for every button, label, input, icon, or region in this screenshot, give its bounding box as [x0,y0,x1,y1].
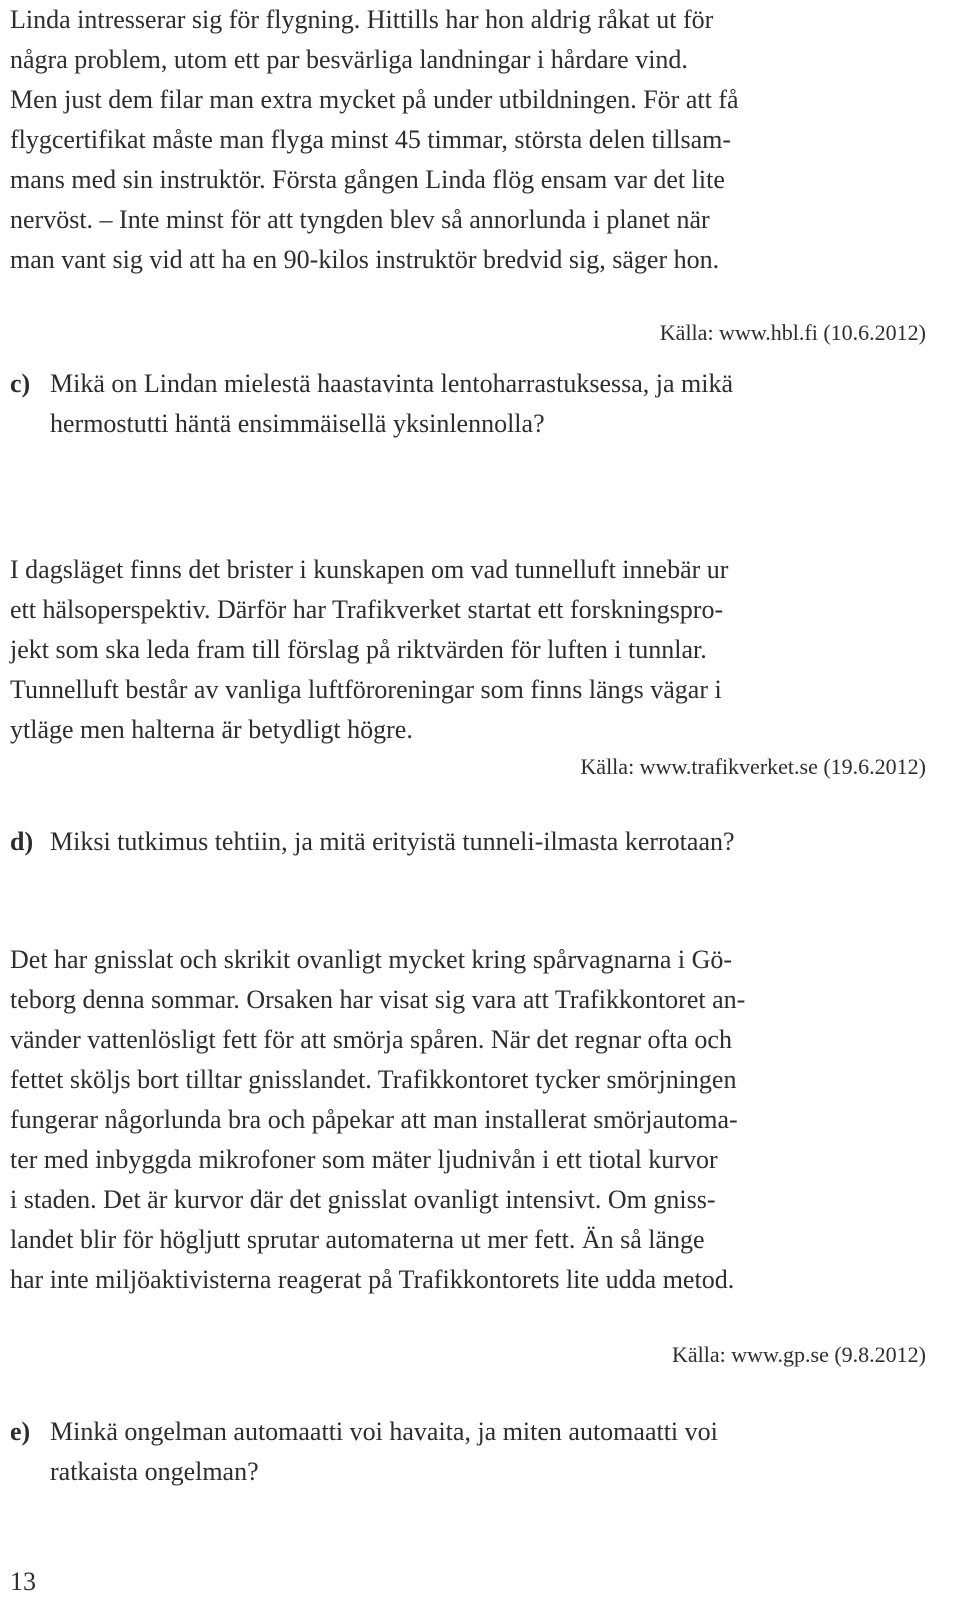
text-line: teborg denna sommar. Orsaken har visat sig vara att Trafikkontoret an- [10,985,746,1014]
text-line: ett hälsoperspektiv. Därför har Trafikverket startat ett forskningspro- [10,595,724,624]
text-line: ter med inbyggda mikrofoner som mäter ljudnivån i ett tiotal kurvor [10,1145,718,1174]
question-c [10,364,928,444]
passage-flying [10,0,928,280]
text-line: har inte miljöaktivisterna reagerat på Trafikkontorets lite udda metod. [10,1265,735,1294]
text-line: några problem, utom ett par besvärliga landningar i hårdare vind. [10,45,688,74]
passage-tunnel-air [10,550,928,750]
text-line: jekt som ska leda fram till förslag på riktvärden för luften i tunnlar. [10,635,707,664]
text-line: vänder vattenlösligt fett för att smörja spåren. När det regnar ofta och [10,1025,732,1054]
text-line: i staden. Det är kurvor där det gnisslat ovanligt intensivt. Om gniss- [10,1185,716,1214]
source-citation: Källa: www.trafikverket.se (19.6.2012) [580,754,926,779]
question-label: e) [10,1417,31,1446]
question-label: d) [10,827,34,856]
text-line: landet blir för högljutt sprutar automaterna ut mer fett. Än så länge [10,1225,705,1254]
question-label: c) [10,369,31,398]
text-line: man vant sig vid att ha en 90-kilos instruktör bredvid sig, säger hon. [10,245,720,274]
text-line: ytläge men halterna är betydligt högre. [10,715,413,744]
question-e [10,1412,928,1492]
question-text-line: hermostutti häntä ensimmäisellä yksinlennolla? [50,409,545,438]
page-number: 13 [10,1567,36,1596]
text-line: Det har gnisslat och skrikit ovanligt mycket kring spårvagnarna i Gö- [10,945,733,974]
text-line: fungerar någorlunda bra och påpekar att man installerat smörjautoma- [10,1105,738,1134]
text-line: Linda intresserar sig för flygning. Hittills har hon aldrig råkat ut för [10,5,714,34]
question-text-line: Miksi tutkimus tehtiin, ja mitä erityistä tunneli-ilmasta kerrotaan? [50,827,735,856]
question-d [10,822,928,862]
text-line: nervöst. – Inte minst för att tyngden blev så annorlunda i planet när [10,205,710,234]
question-text-line: Mikä on Lindan mielestä haastavinta lentoharrastuksessa, ja mikä [50,369,734,398]
text-line: flygcertifikat måste man flyga minst 45 timmar, största delen tillsam- [10,125,732,154]
text-line: I dagsläget finns det brister i kunskapen om vad tunnelluft innebär ur [10,555,729,584]
question-text-line: Minkä ongelman automaatti voi havaita, ja miten automaatti voi [50,1417,718,1446]
text-line: Tunnelluft består av vanliga luftföroreningar som finns längs vägar i [10,675,722,704]
question-text-line: ratkaista ongelman? [50,1457,259,1486]
text-line: Men just dem filar man extra mycket på under utbildningen. För att få [10,85,739,114]
passage-tram-squeal [10,940,928,1300]
source-citation: Källa: www.hbl.fi (10.6.2012) [659,320,926,345]
text-line: fettet sköljs bort tilltar gnisslandet. Trafikkontoret tycker smörjningen [10,1065,737,1094]
text-line: mans med sin instruktör. Första gången Linda flög ensam var det lite [10,165,725,194]
source-citation: Källa: www.gp.se (9.8.2012) [672,1342,926,1367]
